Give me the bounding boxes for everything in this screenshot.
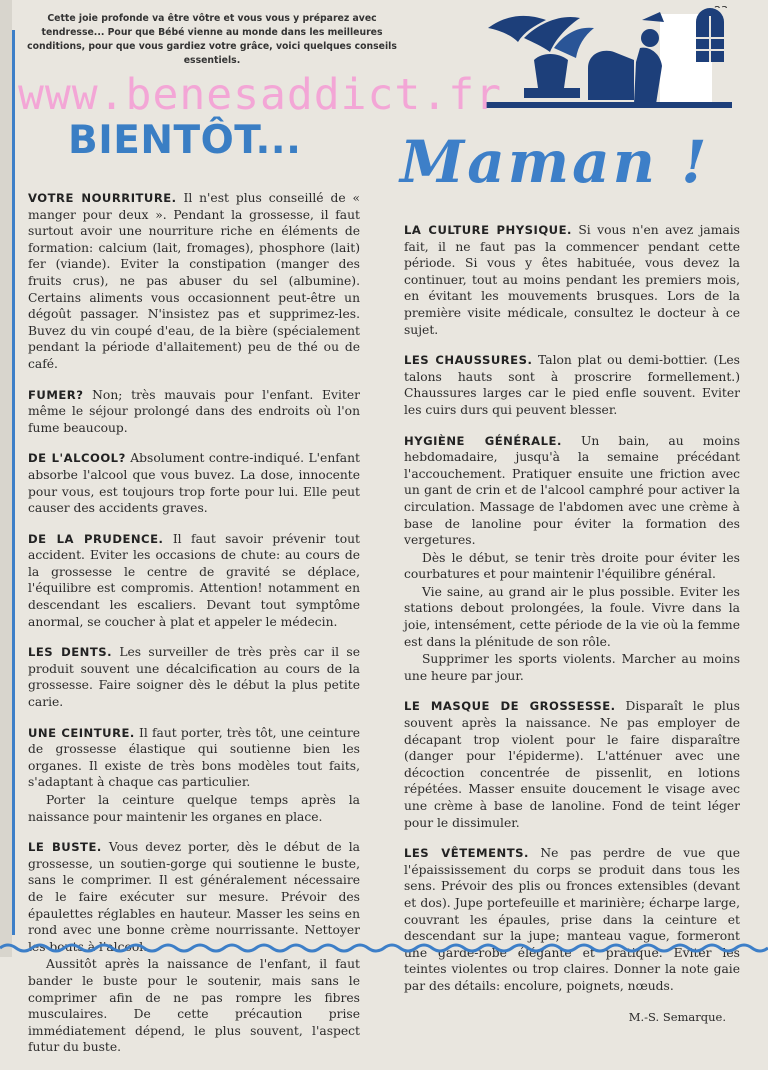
section-paragraph: LE BUSTE. Vous devez porter, dès le début de la grossesse, un soutien-gorge qui soutienne le buste, sans le comprimer. Il est généralement nécessaire de le faire exécuter sur mesure. Prévoir des épaulettes réglables en hauteur. Masser les seins en rond avec une bonne crème nourrissante. Nettoyer les bouts à l'alcool. — [28, 840, 360, 954]
section-heading: UNE CEINTURE. — [28, 725, 135, 740]
section-paragraph: LES VÊTEMENTS. Ne pas perdre de vue que l'épaississement du corps se produit dans tous les sens. Prévoir des plis ou fronces extensibles (devant et dos). Jupe portefeuille et marinière; écharpe large, couvrant les épaules, prise dans la ceinture et descendant sur la jupe; manteau vague, formeront une garde-robe élégante et pratique. Eviter les teintes violentes ou trop claires. Donner la note gaie par des détails: encolure, poignets, nœuds. — [404, 846, 740, 993]
watermark: www.benesaddict.fr — [18, 70, 502, 120]
section-paragraph: Aussitôt après la naissance de l'enfant, il faut bander le buste pour le soutenir, mais sans le comprimer afin de ne pas rompre les fibres musculaires. De cette précaution prise immédiatement dépend, le plus souvent, l'aspect futur du buste. — [28, 957, 360, 1055]
section-heading: LES VÊTEMENTS. — [404, 846, 529, 861]
section-heading: VOTRE NOURRITURE. — [28, 191, 177, 205]
section-paragraph: LA CULTURE PHYSIQUE. Si vous n'en avez jamais fait, il ne faut pas la commencer pendant cette période. Si vous y êtes habituée, vous devez la continuer, tout au moins pendant les premiers mois, en évitant les mouvements brusques. Lors de la première visite médicale, consultez le docteur à ce sujet. — [404, 223, 740, 337]
author-signature: M.-S. Semarque. — [628, 1009, 726, 1024]
section-prudence — [28, 531, 360, 631]
section-paragraph: FUMER? Non; très mauvais pour l'enfant. Eviter même le séjour prolongé dans des endroits où l'on fume beaucoup. — [28, 387, 360, 435]
section-paragraph: LE MASQUE DE GROSSESSE. Disparaît le plus souvent après la naissance. Ne pas employer de décapant trop violent pour le faire disparaître (danger pour l'épiderme). L'atténuer avec une décoction concentrée de pissenlit, en lotions répétées. Masser ensuite doucement le visage avec une crème à base de lanoline. Fond de teint léger pour le dissimuler. — [404, 699, 740, 830]
section-heading: LES CHAUSSURES. — [404, 353, 533, 368]
intro-text: Cette joie profonde va être vôtre et vous vous y préparez avec tendresse... Pour que Bébé vienne au monde dans les meilleures conditions, pour que vous gardiez votre grâce, voici quelques conseils essentiels. — [27, 13, 397, 66]
section-dents — [28, 644, 360, 710]
page-edge — [0, 0, 12, 957]
section-heading: LE MASQUE DE GROSSESSE. — [404, 699, 616, 714]
section-paragraph: Supprimer les sports violents. Marcher au moins une heure par jour. — [404, 652, 740, 683]
section-paragraph: HYGIÈNE GÉNÉRALE. Un bain, au moins hebdomadaire, jusqu'à la semaine précédant l'accouchement. Pratiquer ensuite une friction avec un gant de crin et de l'alcool camphré pour activer la circulation. Massage de l'abdomen avec une crème à base de lanoline pour éviter la formation des vergetures. — [404, 433, 740, 548]
section-hygiene — [404, 433, 740, 685]
section-paragraph: VOTRE NOURRITURE. Il n'est plus conseillé de « manger pour deux ». Pendant la grossesse, il faut surtout avoir une nourriture riche en éléments de formation: calcium (lait, fromages), phosphore (lait) fer (viande). Eviter la constipation (manger des fruits crus), ne pas abuser du sel (albumine). Certains aliments vous occasionnent peut-être un dégoût passager. N'insistez pas et supprimez-les. Buvez du vin coupé d'eau, de la bière (spécialement pendant la période d'allaitement) peu de thé ou de café. — [28, 191, 360, 371]
section-heading: LES DENTS. — [28, 645, 113, 660]
section-paragraph: Porter la ceinture quelque temps après la naissance pour maintenir les organes en place. — [28, 793, 360, 824]
section-paragraph: Dès le début, se tenir très droite pour éviter les courbatures et pour maintenir l'équilibre général. — [404, 550, 740, 582]
section-alcool — [28, 450, 360, 516]
left-blue-rule — [12, 30, 15, 935]
bottom-wave-border — [0, 939, 768, 957]
section-chaussures — [404, 352, 740, 418]
section-heading: LA CULTURE PHYSIQUE. — [404, 223, 572, 237]
right-column — [404, 222, 740, 1025]
section-vetements — [404, 845, 740, 994]
section-paragraph: LES CHAUSSURES. Talon plat ou demi-bottier. (Les talons hauts sont à proscrire formellement.) Chaussures larges car le pied enfle souvent. Eviter les cuirs durs qui peuvent blesser. — [404, 353, 740, 417]
section-nourriture — [28, 190, 360, 373]
section-heading: LE BUSTE. — [28, 840, 102, 855]
title-bientot: BIENTÔT... — [68, 118, 302, 163]
mother-illustration-icon — [484, 8, 732, 108]
section-heading: HYGIÈNE GÉNÉRALE. — [404, 433, 562, 448]
section-heading: DE LA PRUDENCE. — [28, 531, 164, 546]
section-masque — [404, 698, 740, 831]
section-heading: DE L'ALCOOL? — [28, 451, 126, 466]
section-paragraph: LES DENTS. Les surveiller de très près car il se produit souvent une décalcification au cours de la grossesse. Faire soigner dès le début la plus petite carie. — [28, 645, 360, 710]
section-paragraph: Vie saine, au grand air le plus possible. Eviter les stations debout prolongées, la foule. Vivre dans la joie, intensément, cette période de la vie où la femme est dans la plénitude de son rôle. — [404, 584, 740, 649]
section-fumer — [28, 387, 360, 437]
title-maman: Maman ! — [400, 128, 710, 196]
section-paragraph: DE LA PRUDENCE. Il faut savoir prévenir tout accident. Eviter les occasions de chute: au cours de la grossesse le centre de gravité se déplace, l'équilibre est compromis. Attention! notamment en descendant les escaliers. Devant tout symptôme anormal, se coucher à plat et appeler le médecin. — [28, 531, 360, 629]
section-paragraph: DE L'ALCOOL? Absolument contre-indiqué. L'enfant absorbe l'alcool que vous buvez. La dose, innocente pour vous, est toujours trop forte pour lui. Elle peut causer des accidents graves. — [28, 451, 360, 516]
section-paragraph: UNE CEINTURE. Il faut porter, très tôt, une ceinture de grossesse élastique qui soutienne bien les organes. Il existe de très bons modèles tout faits, s'adaptant à chaque cas particulier. — [28, 725, 360, 790]
left-column — [28, 190, 360, 1070]
section-heading: FUMER? — [28, 387, 84, 402]
section-culture-physique — [404, 222, 740, 338]
section-ceinture — [28, 725, 360, 826]
